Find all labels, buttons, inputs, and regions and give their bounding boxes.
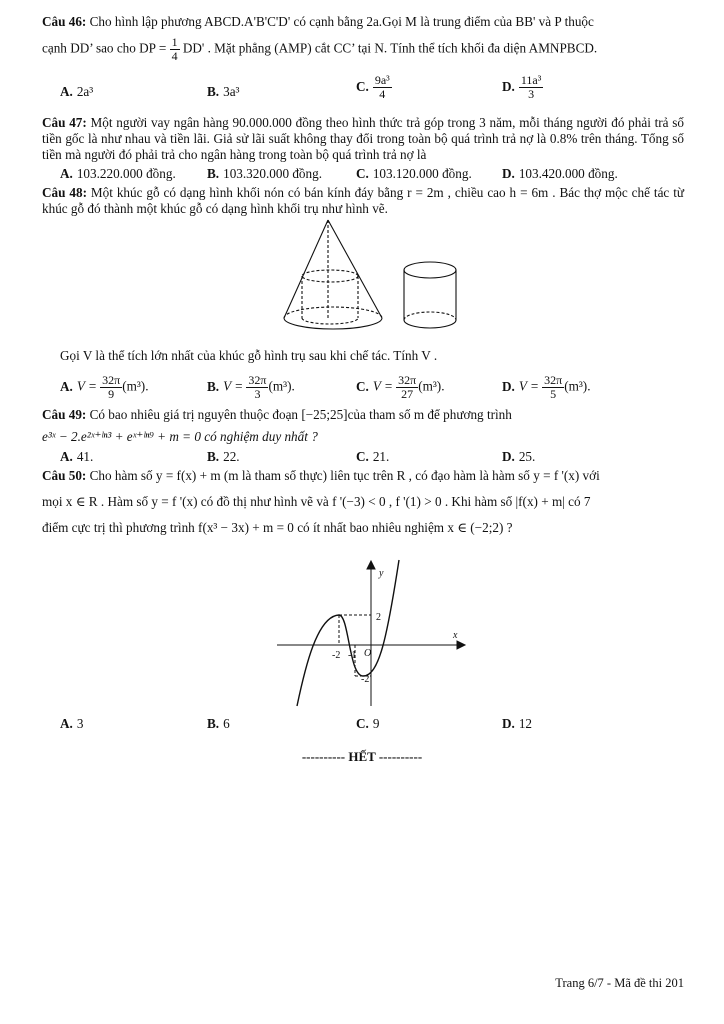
q48-option-b[interactable]: B. V = $\frac{32\pi}{3}$ (m³). (207, 373, 295, 401)
graph-axes (277, 561, 465, 706)
q48-option-c[interactable]: C. V = $\frac{32\pi}{27}$ (m³). (356, 373, 445, 401)
q48-question: Gọi V là thể tích lớn nhất của khúc gỗ hình trụ sau khi chế tác. Tính V . (60, 348, 438, 363)
tick-y-m2: -2 (361, 674, 370, 685)
q49-option-a[interactable]: A. 41. (60, 449, 94, 464)
origin-label: O (364, 648, 372, 659)
question-50 (42, 468, 684, 536)
cylinder-shape (404, 262, 456, 328)
question-49 (42, 407, 684, 445)
q46-option-a[interactable]: A. 2a³ (60, 84, 94, 99)
cone-shape (284, 220, 382, 329)
q49-line2: e³ˣ − 2.e²ˣ⁺ˡⁿ³ + eˣ⁺ˡⁿ⁹ + m = 0 có nghiệm duy nhất ? (42, 429, 318, 444)
cone-cylinder-figure (280, 218, 470, 340)
tick-x-m1: -1 (348, 650, 357, 661)
end-marker: ---------- HẾT ---------- (301, 749, 423, 764)
q46-option-c[interactable]: C. $\frac{\text{9a³}}{4}$ (356, 73, 390, 101)
q50-option-d[interactable]: D. 12 (502, 716, 533, 731)
tick-y-2: 2 (376, 612, 381, 623)
q48-option-d[interactable]: D. V = $\frac{32\pi}{5}$ (m³). (502, 373, 591, 401)
y-axis-label: y (379, 568, 384, 579)
q47-option-a[interactable]: A. 103.220.000 đồng. (60, 166, 176, 181)
q47-text: Câu 47: Một người vay ngân hàng 90.000.000 đồng theo hình thức trả góp trong 3 năm, mỗi tháng người đó phải trả số tiền gốc là như nhau và tiền lãi. Giả sử lãi suất không thay đổi trong toàn bộ quá trình trả nợ là 0.8% trên tháng. Tổng số tiền mà người đó phải trả cho ngân hàng trong toàn bộ quá trình trả nợ là (42, 115, 685, 162)
q50-line2: mọi x ∈ R . Hàm số y = f '(x) có đồ thị như hình vẽ và f '(−3) < 0 , f '(1) > 0 . Khi hàm số |f(x) + m| có 7 (42, 494, 591, 509)
tick-x-m2: -2 (332, 650, 341, 661)
q46-option-b[interactable]: B. 3a³ (207, 84, 240, 99)
q50-option-a[interactable]: A. 3 (60, 716, 84, 731)
q46-line2: cạnh DD’ sao cho DP = $\frac{1}{4}$ DD' . Mặt phẳng (AMP) cắt CC’ tại N. Tính thể tích khối đa diện AMNPBCD. (42, 35, 598, 63)
q49-option-c[interactable]: C. 21. (356, 449, 390, 464)
page-footer: Trang 6/7 - Mã đề thi 201 (555, 976, 684, 990)
q50-line3: điểm cực trị thì phương trình f(x³ − 3x) + m = 0 có ít nhất bao nhiêu nghiệm x ∈ (−2;2) ? (42, 520, 513, 535)
question-46 (42, 14, 684, 63)
question-48 (42, 185, 684, 217)
derivative-graph (275, 558, 467, 708)
q49-option-d[interactable]: D. 25. (502, 449, 536, 464)
q50-option-b[interactable]: B. 6 (207, 716, 230, 731)
q47-option-c[interactable]: C. 103.120.000 đồng. (356, 166, 472, 181)
q50-option-c[interactable]: C. 9 (356, 716, 380, 731)
q46-fraction: $\frac{1}{4}$ (171, 35, 178, 63)
derivative-curve (297, 560, 399, 706)
q49-option-b[interactable]: B. 22. (207, 449, 240, 464)
question-47 (42, 115, 684, 163)
q46-line1: Câu 46: Cho hình lập phương ABCD.A'B'C'D' có cạnh bằng 2a.Gọi M là trung điểm của BB' và P thuộc (42, 14, 594, 29)
x-axis-label: x (453, 630, 458, 641)
q47-option-d[interactable]: D. 103.420.000 đồng. (502, 166, 618, 181)
q50-line1: Câu 50: Cho hàm số y = f(x) + m (m là tham số thực) liên tục trên R , có đạo hàm là hàm số y = f '(x) với (42, 468, 600, 483)
q47-option-b[interactable]: B. 103.320.000 đồng. (207, 166, 322, 181)
q46-option-d[interactable]: D. $\frac{\text{11a³}}{3}$ (502, 73, 542, 101)
q49-line1: Câu 49: Có bao nhiêu giá trị nguyên thuộc đoạn [−25;25]của tham số m để phương trình (42, 407, 512, 422)
q48-text: Câu 48: Một khúc gỗ có dạng hình khối nón có bán kính đáy bằng r = 2m , chiều cao h = 6m . Bác thợ mộc chế tác từ khúc gỗ đó thành một khúc gỗ có dạng hình khối trụ như hình vẽ. (42, 185, 685, 216)
q48-option-a[interactable]: A. V = $\frac{32\pi}{9}$ (m³). (60, 373, 149, 401)
